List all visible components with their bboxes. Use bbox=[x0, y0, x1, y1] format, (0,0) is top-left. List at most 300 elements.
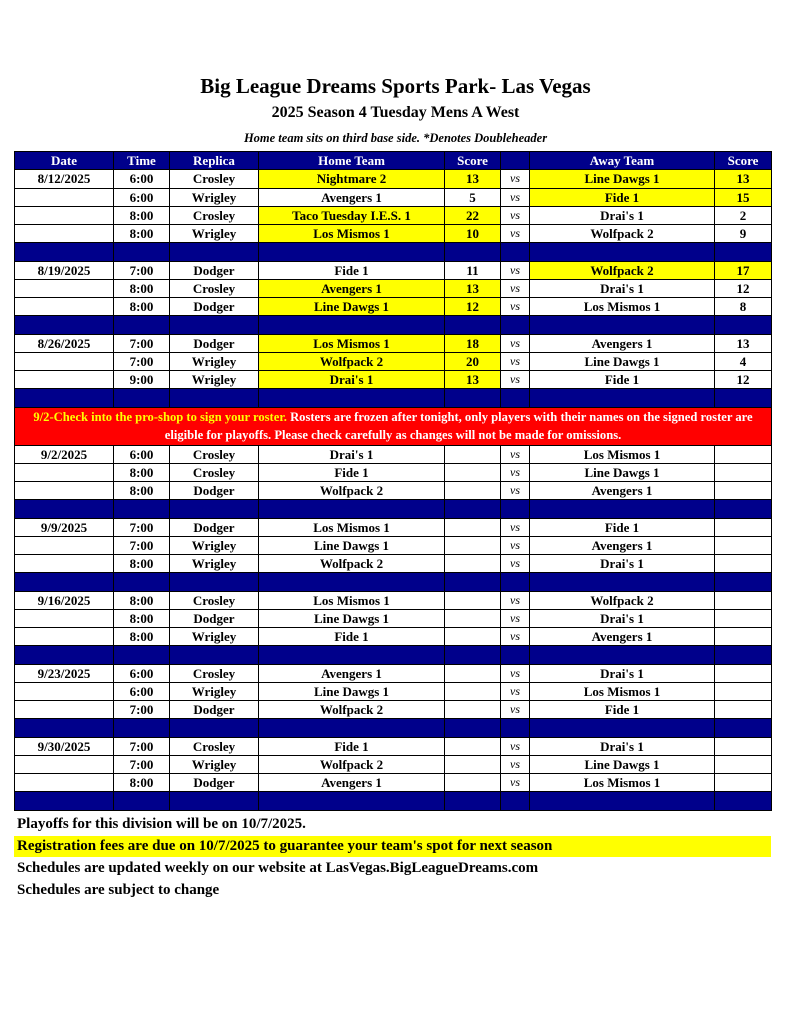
replica-field-cell: Dodger bbox=[170, 334, 259, 352]
away-score-cell bbox=[715, 463, 772, 481]
away-score-cell bbox=[715, 628, 772, 646]
home-team-cell: Line Dawgs 1 bbox=[259, 609, 445, 627]
away-score-cell: 9 bbox=[715, 225, 772, 243]
separator-cell bbox=[501, 389, 530, 407]
vs-cell: vs bbox=[501, 279, 530, 297]
separator-cell bbox=[259, 500, 445, 518]
home-team-cell: Avengers 1 bbox=[259, 664, 445, 682]
game-time-cell: 7:00 bbox=[114, 261, 170, 279]
game-time-cell: 6:00 bbox=[114, 664, 170, 682]
vs-cell: vs bbox=[501, 609, 530, 627]
home-score-cell: 10 bbox=[445, 225, 501, 243]
home-team-cell: Drai's 1 bbox=[259, 445, 445, 463]
home-score-cell bbox=[445, 628, 501, 646]
replica-field-cell: Wrigley bbox=[170, 536, 259, 554]
game-row bbox=[15, 445, 772, 463]
vs-cell: vs bbox=[501, 371, 530, 389]
game-row bbox=[15, 261, 772, 279]
away-team-cell: Avengers 1 bbox=[530, 628, 715, 646]
away-score-cell bbox=[715, 609, 772, 627]
separator-cell bbox=[715, 573, 772, 591]
game-time-cell: 8:00 bbox=[114, 482, 170, 500]
away-team-cell: Drai's 1 bbox=[530, 664, 715, 682]
replica-field-cell: Wrigley bbox=[170, 225, 259, 243]
vs-cell: vs bbox=[501, 774, 530, 792]
separator-cell bbox=[501, 719, 530, 737]
away-score-cell: 4 bbox=[715, 352, 772, 370]
separator-cell bbox=[715, 316, 772, 334]
home-score-cell: 12 bbox=[445, 298, 501, 316]
separator-cell bbox=[715, 792, 772, 810]
away-score-cell: 12 bbox=[715, 371, 772, 389]
game-row bbox=[15, 682, 772, 700]
away-team-cell: Drai's 1 bbox=[530, 279, 715, 297]
game-row bbox=[15, 463, 772, 481]
website-note: Schedules are updated weekly on our website at LasVegas.BigLeagueDreams.com bbox=[17, 860, 539, 876]
separator-cell bbox=[501, 646, 530, 664]
game-date-cell bbox=[15, 536, 114, 554]
game-date-cell bbox=[15, 628, 114, 646]
separator-cell bbox=[715, 243, 772, 261]
separator-cell bbox=[170, 389, 259, 407]
column-header-time: Time bbox=[114, 152, 170, 170]
home-team-cell: Wolfpack 2 bbox=[259, 701, 445, 719]
roster-notice bbox=[15, 407, 772, 445]
separator-cell bbox=[530, 792, 715, 810]
game-date-cell bbox=[15, 352, 114, 370]
vs-cell: vs bbox=[501, 536, 530, 554]
home-team-cell: Los Mismos 1 bbox=[259, 591, 445, 609]
week-separator-row bbox=[15, 646, 772, 664]
away-team-cell: Fide 1 bbox=[530, 188, 715, 206]
separator-cell bbox=[170, 573, 259, 591]
replica-field-cell: Crosley bbox=[170, 664, 259, 682]
week-separator-row bbox=[15, 243, 772, 261]
away-team-cell: Avengers 1 bbox=[530, 334, 715, 352]
away-score-cell bbox=[715, 737, 772, 755]
separator-cell bbox=[445, 792, 501, 810]
playoffs-note: Playoffs for this division will be on 10/7/2025. bbox=[17, 816, 306, 832]
separator-cell bbox=[15, 719, 114, 737]
game-date-cell: 8/12/2025 bbox=[15, 170, 114, 188]
separator-cell bbox=[259, 646, 445, 664]
vs-cell: vs bbox=[501, 445, 530, 463]
separator-cell bbox=[114, 792, 170, 810]
replica-field-cell: Crosley bbox=[170, 170, 259, 188]
home-score-cell bbox=[445, 463, 501, 481]
home-score-cell bbox=[445, 536, 501, 554]
replica-field-cell: Dodger bbox=[170, 261, 259, 279]
separator-cell bbox=[501, 792, 530, 810]
change-note: Schedules are subject to change bbox=[17, 882, 220, 898]
game-row bbox=[15, 334, 772, 352]
separator-cell bbox=[259, 792, 445, 810]
replica-field-cell: Crosley bbox=[170, 206, 259, 224]
separator-cell bbox=[445, 389, 501, 407]
replica-field-cell: Wrigley bbox=[170, 352, 259, 370]
game-date-cell bbox=[15, 371, 114, 389]
separator-cell bbox=[445, 573, 501, 591]
game-date-cell bbox=[15, 298, 114, 316]
column-header-away-score: Score bbox=[715, 152, 772, 170]
separator-cell bbox=[501, 316, 530, 334]
game-row bbox=[15, 371, 772, 389]
home-team-cell: Avengers 1 bbox=[259, 774, 445, 792]
game-time-cell: 8:00 bbox=[114, 555, 170, 573]
column-header-away-team: Away Team bbox=[530, 152, 715, 170]
home-score-cell: 13 bbox=[445, 371, 501, 389]
game-time-cell: 8:00 bbox=[114, 463, 170, 481]
game-row bbox=[15, 774, 772, 792]
home-score-cell: 5 bbox=[445, 188, 501, 206]
game-row bbox=[15, 609, 772, 627]
replica-field-cell: Wrigley bbox=[170, 682, 259, 700]
separator-cell bbox=[114, 573, 170, 591]
vs-cell: vs bbox=[501, 463, 530, 481]
replica-field-cell: Wrigley bbox=[170, 371, 259, 389]
game-row bbox=[15, 701, 772, 719]
game-date-cell bbox=[15, 463, 114, 481]
week-separator-row bbox=[15, 792, 772, 810]
separator-cell bbox=[15, 792, 114, 810]
away-team-cell: Avengers 1 bbox=[530, 482, 715, 500]
away-score-cell bbox=[715, 482, 772, 500]
home-score-cell: 13 bbox=[445, 279, 501, 297]
vs-cell: vs bbox=[501, 591, 530, 609]
home-team-cell: Wolfpack 2 bbox=[259, 755, 445, 773]
game-time-cell: 7:00 bbox=[114, 334, 170, 352]
game-date-cell bbox=[15, 682, 114, 700]
separator-cell bbox=[259, 573, 445, 591]
game-time-cell: 8:00 bbox=[114, 298, 170, 316]
separator-cell bbox=[445, 646, 501, 664]
game-time-cell: 7:00 bbox=[114, 536, 170, 554]
home-team-cell: Avengers 1 bbox=[259, 279, 445, 297]
separator-cell bbox=[114, 646, 170, 664]
replica-field-cell: Dodger bbox=[170, 482, 259, 500]
home-team-cell: Fide 1 bbox=[259, 628, 445, 646]
game-time-cell: 8:00 bbox=[114, 609, 170, 627]
separator-cell bbox=[114, 243, 170, 261]
vs-cell: vs bbox=[501, 518, 530, 536]
game-row bbox=[15, 352, 772, 370]
column-header-vs bbox=[501, 152, 530, 170]
separator-cell bbox=[530, 243, 715, 261]
separator-cell bbox=[114, 500, 170, 518]
away-score-cell: 13 bbox=[715, 170, 772, 188]
separator-cell bbox=[530, 316, 715, 334]
separator-cell bbox=[715, 500, 772, 518]
column-header-home-score: Score bbox=[445, 152, 501, 170]
week-separator-row bbox=[15, 500, 772, 518]
away-team-cell: Line Dawgs 1 bbox=[530, 352, 715, 370]
home-score-cell bbox=[445, 518, 501, 536]
vs-cell: vs bbox=[501, 298, 530, 316]
game-time-cell: 8:00 bbox=[114, 225, 170, 243]
separator-cell bbox=[170, 500, 259, 518]
column-header-date: Date bbox=[15, 152, 114, 170]
separator-cell bbox=[530, 389, 715, 407]
away-team-cell: Wolfpack 2 bbox=[530, 261, 715, 279]
home-team-cell: Los Mismos 1 bbox=[259, 334, 445, 352]
separator-cell bbox=[114, 719, 170, 737]
column-header-replica: Replica bbox=[170, 152, 259, 170]
game-date-cell bbox=[15, 206, 114, 224]
game-time-cell: 7:00 bbox=[114, 737, 170, 755]
game-time-cell: 8:00 bbox=[114, 279, 170, 297]
home-team-cell: Taco Tuesday I.E.S. 1 bbox=[259, 206, 445, 224]
vs-cell: vs bbox=[501, 352, 530, 370]
home-team-cell: Drai's 1 bbox=[259, 371, 445, 389]
game-row bbox=[15, 170, 772, 188]
separator-cell bbox=[259, 389, 445, 407]
roster-notice-text: Rosters are frozen after tonight, only players with their names on the signed roster are eligible for playoffs. Please check carefully as changes will not be made for omissions. bbox=[164, 410, 753, 442]
away-score-cell bbox=[715, 682, 772, 700]
separator-cell bbox=[715, 719, 772, 737]
separator-cell bbox=[445, 243, 501, 261]
away-team-cell: Los Mismos 1 bbox=[530, 682, 715, 700]
home-team-cell: Avengers 1 bbox=[259, 188, 445, 206]
separator-cell bbox=[530, 500, 715, 518]
home-score-cell bbox=[445, 664, 501, 682]
home-score-cell bbox=[445, 774, 501, 792]
game-time-cell: 6:00 bbox=[114, 170, 170, 188]
game-date-cell bbox=[15, 701, 114, 719]
away-score-cell bbox=[715, 701, 772, 719]
schedule-table bbox=[14, 151, 772, 811]
home-score-cell bbox=[445, 591, 501, 609]
game-row bbox=[15, 518, 772, 536]
separator-cell bbox=[715, 389, 772, 407]
vs-cell: vs bbox=[501, 188, 530, 206]
replica-field-cell: Crosley bbox=[170, 591, 259, 609]
game-date-cell: 9/2/2025 bbox=[15, 445, 114, 463]
game-time-cell: 8:00 bbox=[114, 591, 170, 609]
home-score-cell: 18 bbox=[445, 334, 501, 352]
game-date-cell: 9/16/2025 bbox=[15, 591, 114, 609]
game-row bbox=[15, 737, 772, 755]
separator-cell bbox=[530, 719, 715, 737]
home-score-cell bbox=[445, 755, 501, 773]
home-team-cell: Wolfpack 2 bbox=[259, 352, 445, 370]
vs-cell: vs bbox=[501, 701, 530, 719]
vs-cell: vs bbox=[501, 225, 530, 243]
vs-cell: vs bbox=[501, 170, 530, 188]
game-row bbox=[15, 555, 772, 573]
game-row bbox=[15, 279, 772, 297]
separator-cell bbox=[501, 573, 530, 591]
replica-field-cell: Wrigley bbox=[170, 628, 259, 646]
replica-field-cell: Crosley bbox=[170, 463, 259, 481]
home-score-cell bbox=[445, 555, 501, 573]
vs-cell: vs bbox=[501, 334, 530, 352]
away-score-cell: 2 bbox=[715, 206, 772, 224]
away-score-cell: 8 bbox=[715, 298, 772, 316]
away-team-cell: Los Mismos 1 bbox=[530, 774, 715, 792]
home-team-cell: Line Dawgs 1 bbox=[259, 298, 445, 316]
separator-cell bbox=[15, 243, 114, 261]
game-time-cell: 6:00 bbox=[114, 682, 170, 700]
away-team-cell: Fide 1 bbox=[530, 371, 715, 389]
away-team-cell: Los Mismos 1 bbox=[530, 445, 715, 463]
game-date-cell bbox=[15, 279, 114, 297]
away-score-cell bbox=[715, 555, 772, 573]
separator-cell bbox=[259, 316, 445, 334]
game-date-cell: 8/26/2025 bbox=[15, 334, 114, 352]
vs-cell: vs bbox=[501, 664, 530, 682]
separator-cell bbox=[170, 243, 259, 261]
game-date-cell bbox=[15, 188, 114, 206]
away-score-cell: 17 bbox=[715, 261, 772, 279]
away-team-cell: Los Mismos 1 bbox=[530, 298, 715, 316]
separator-cell bbox=[15, 316, 114, 334]
replica-field-cell: Dodger bbox=[170, 609, 259, 627]
game-time-cell: 8:00 bbox=[114, 628, 170, 646]
separator-cell bbox=[259, 719, 445, 737]
home-team-cell: Fide 1 bbox=[259, 261, 445, 279]
game-time-cell: 7:00 bbox=[114, 518, 170, 536]
replica-field-cell: Wrigley bbox=[170, 188, 259, 206]
away-team-cell: Fide 1 bbox=[530, 518, 715, 536]
week-separator-row bbox=[15, 719, 772, 737]
away-team-cell: Line Dawgs 1 bbox=[530, 755, 715, 773]
away-team-cell: Avengers 1 bbox=[530, 536, 715, 554]
separator-cell bbox=[114, 316, 170, 334]
home-score-cell: 13 bbox=[445, 170, 501, 188]
game-row bbox=[15, 225, 772, 243]
game-row bbox=[15, 591, 772, 609]
game-row bbox=[15, 206, 772, 224]
separator-cell bbox=[170, 316, 259, 334]
game-date-cell: 9/30/2025 bbox=[15, 737, 114, 755]
home-team-cell: Line Dawgs 1 bbox=[259, 536, 445, 554]
vs-cell: vs bbox=[501, 206, 530, 224]
game-row bbox=[15, 482, 772, 500]
away-team-cell: Wolfpack 2 bbox=[530, 225, 715, 243]
away-score-cell bbox=[715, 755, 772, 773]
game-row bbox=[15, 755, 772, 773]
vs-cell: vs bbox=[501, 682, 530, 700]
home-team-cell: Wolfpack 2 bbox=[259, 482, 445, 500]
replica-field-cell: Crosley bbox=[170, 737, 259, 755]
separator-cell bbox=[501, 500, 530, 518]
away-score-cell bbox=[715, 445, 772, 463]
away-score-cell bbox=[715, 518, 772, 536]
away-team-cell: Drai's 1 bbox=[530, 206, 715, 224]
replica-field-cell: Crosley bbox=[170, 445, 259, 463]
home-score-cell: 22 bbox=[445, 206, 501, 224]
home-team-cell: Wolfpack 2 bbox=[259, 555, 445, 573]
home-score-cell: 11 bbox=[445, 261, 501, 279]
game-time-cell: 6:00 bbox=[114, 445, 170, 463]
away-score-cell: 12 bbox=[715, 279, 772, 297]
away-score-cell bbox=[715, 664, 772, 682]
game-date-cell bbox=[15, 482, 114, 500]
separator-cell bbox=[445, 719, 501, 737]
game-date-cell bbox=[15, 225, 114, 243]
vs-cell: vs bbox=[501, 628, 530, 646]
away-team-cell: Drai's 1 bbox=[530, 555, 715, 573]
away-team-cell: Line Dawgs 1 bbox=[530, 170, 715, 188]
schedule-note: Home team sits on third base side. *Denotes Doubleheader bbox=[243, 131, 548, 145]
replica-field-cell: Dodger bbox=[170, 774, 259, 792]
roster-notice-row bbox=[15, 407, 772, 445]
home-score-cell bbox=[445, 701, 501, 719]
home-team-cell: Line Dawgs 1 bbox=[259, 682, 445, 700]
week-separator-row bbox=[15, 316, 772, 334]
game-time-cell: 8:00 bbox=[114, 774, 170, 792]
away-score-cell: 15 bbox=[715, 188, 772, 206]
game-row bbox=[15, 536, 772, 554]
page-subtitle: 2025 Season 4 Tuesday Mens A West bbox=[271, 104, 520, 121]
table-header-row bbox=[15, 152, 772, 170]
game-row bbox=[15, 298, 772, 316]
home-score-cell bbox=[445, 737, 501, 755]
separator-cell bbox=[114, 389, 170, 407]
registration-note: Registration fees are due on 10/7/2025 to guarantee your team's spot for next season bbox=[14, 836, 771, 857]
separator-cell bbox=[259, 243, 445, 261]
away-team-cell: Fide 1 bbox=[530, 701, 715, 719]
home-score-cell bbox=[445, 609, 501, 627]
game-date-cell bbox=[15, 609, 114, 627]
home-team-cell: Nightmare 2 bbox=[259, 170, 445, 188]
separator-cell bbox=[445, 500, 501, 518]
game-row bbox=[15, 628, 772, 646]
roster-notice-highlight: 9/2-Check into the pro-shop to sign your roster. bbox=[33, 410, 287, 424]
separator-cell bbox=[715, 646, 772, 664]
game-time-cell: 6:00 bbox=[114, 188, 170, 206]
vs-cell: vs bbox=[501, 482, 530, 500]
separator-cell bbox=[15, 573, 114, 591]
vs-cell: vs bbox=[501, 737, 530, 755]
home-team-cell: Fide 1 bbox=[259, 737, 445, 755]
game-date-cell: 9/23/2025 bbox=[15, 664, 114, 682]
away-score-cell bbox=[715, 774, 772, 792]
game-time-cell: 7:00 bbox=[114, 352, 170, 370]
game-time-cell: 7:00 bbox=[114, 701, 170, 719]
game-time-cell: 9:00 bbox=[114, 371, 170, 389]
separator-cell bbox=[170, 646, 259, 664]
vs-cell: vs bbox=[501, 261, 530, 279]
separator-cell bbox=[15, 646, 114, 664]
home-score-cell: 20 bbox=[445, 352, 501, 370]
page-title: Big League Dreams Sports Park- Las Vegas bbox=[200, 74, 591, 98]
game-date-cell: 9/9/2025 bbox=[15, 518, 114, 536]
separator-cell bbox=[15, 389, 114, 407]
game-date-cell bbox=[15, 774, 114, 792]
replica-field-cell: Crosley bbox=[170, 279, 259, 297]
away-score-cell bbox=[715, 536, 772, 554]
replica-field-cell: Wrigley bbox=[170, 555, 259, 573]
week-separator-row bbox=[15, 573, 772, 591]
home-team-cell: Los Mismos 1 bbox=[259, 225, 445, 243]
away-score-cell bbox=[715, 591, 772, 609]
replica-field-cell: Wrigley bbox=[170, 755, 259, 773]
replica-field-cell: Dodger bbox=[170, 701, 259, 719]
separator-cell bbox=[530, 646, 715, 664]
home-score-cell bbox=[445, 445, 501, 463]
away-team-cell: Line Dawgs 1 bbox=[530, 463, 715, 481]
game-row bbox=[15, 664, 772, 682]
home-team-cell: Fide 1 bbox=[259, 463, 445, 481]
home-team-cell: Los Mismos 1 bbox=[259, 518, 445, 536]
home-score-cell bbox=[445, 482, 501, 500]
away-team-cell: Wolfpack 2 bbox=[530, 591, 715, 609]
game-date-cell bbox=[15, 555, 114, 573]
separator-cell bbox=[445, 316, 501, 334]
game-date-cell bbox=[15, 755, 114, 773]
separator-cell bbox=[530, 573, 715, 591]
